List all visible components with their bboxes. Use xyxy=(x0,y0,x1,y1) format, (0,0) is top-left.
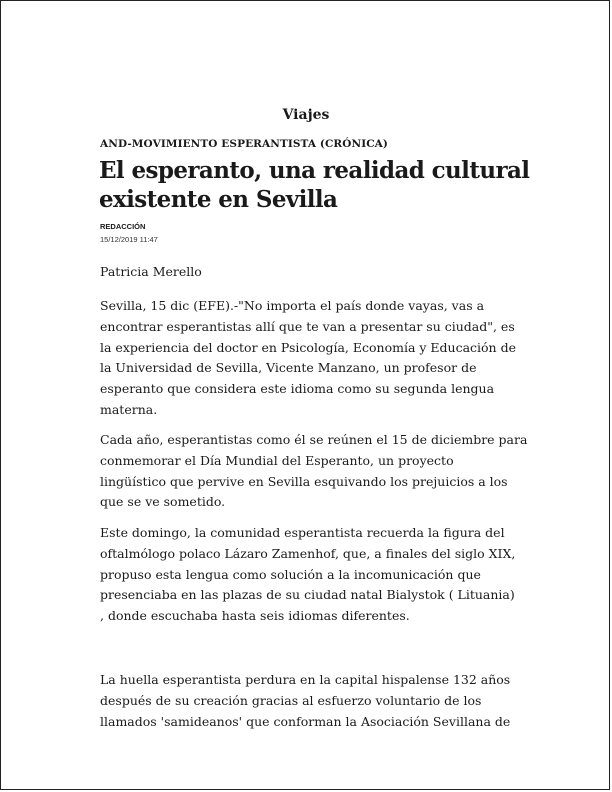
paragraph-line: Este domingo, la comunidad esperantista recuerda la figura del xyxy=(100,525,505,540)
headline-line: existente en Sevilla xyxy=(99,186,338,213)
paragraph-line: Sevilla, 15 dic (EFE).-"No importa el país donde vayas, vas a xyxy=(100,298,485,313)
paragraph-line: lingüístico que pervive en Sevilla esquivando los prejuicios a los xyxy=(100,473,508,489)
article-paragraph xyxy=(100,670,520,732)
paragraph-line: Cada año, esperantistas como él se reúnen el 15 de diciembre para xyxy=(100,432,528,447)
section-title: Viajes xyxy=(282,107,330,123)
paragraph-line: materna. xyxy=(100,401,158,417)
paragraph-line: oftalmólogo polaco Lázaro Zamenhof, que, a finales del siglo XIX, xyxy=(100,545,516,561)
headline xyxy=(99,156,539,214)
byline: Patricia Merello xyxy=(100,264,202,279)
paragraph-line: encontrar esperantistas allí que te van a presentar su ciudad", es xyxy=(100,318,515,334)
author-label: REDACCIÓN xyxy=(100,222,146,231)
paragraph-line: conmemorar el Día Mundial del Esperanto, un proyecto xyxy=(100,452,454,468)
paragraph-line: , donde escuchaba hasta seis idiomas diferentes. xyxy=(100,608,410,624)
publish-date: 15/12/2019 11:47 xyxy=(100,235,158,244)
paragraph-line: la experiencia del doctor en Psicología, Economía y Educación de xyxy=(100,339,516,355)
article-paragraph xyxy=(100,296,520,421)
paragraph-line: esperanto que considera este idioma como su segunda lengua xyxy=(100,381,495,397)
antetitle: AND-MOVIMIENTO ESPERANTISTA (CRÓNICA) xyxy=(100,138,388,150)
article-paragraph xyxy=(100,523,520,627)
headline-line: El esperanto, una realidad cultural xyxy=(99,157,530,184)
article-paragraph xyxy=(100,430,528,513)
paragraph-line: la Universidad de Sevilla, Vicente Manzano, un profesor de xyxy=(100,360,477,376)
paragraph-line: presenciaba en las plazas de su ciudad natal Bialystok ( Lituania) xyxy=(100,587,515,603)
paragraph-line: La huella esperantista perdura en la capital hispalense 132 años xyxy=(100,672,511,687)
paragraph-line: después de su creación gracias al esfuerzo voluntario de los xyxy=(100,692,482,708)
paragraph-line: que se ve sometido. xyxy=(100,494,226,510)
paragraph-line: llamados 'samideanos' que conforman la Asociación Sevillana de xyxy=(100,713,511,729)
paragraph-line: propuso esta lengua como solución a la incomunicación que xyxy=(100,566,481,582)
